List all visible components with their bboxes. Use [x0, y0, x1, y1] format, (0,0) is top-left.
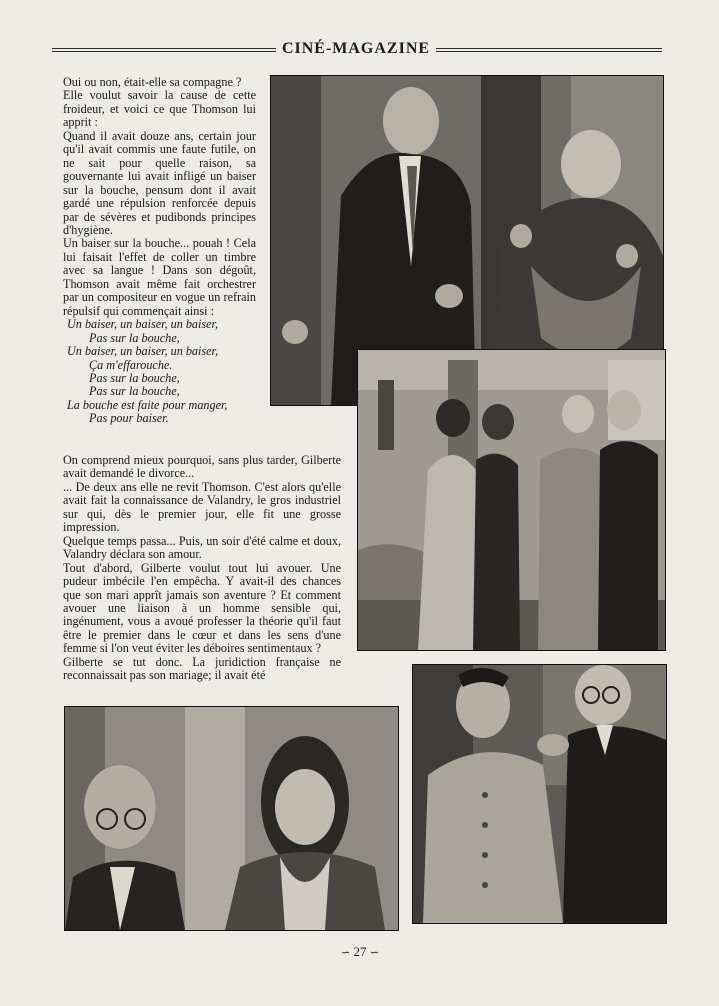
paragraph: Oui ou non, était-elle sa compagne ? — [63, 75, 242, 89]
paragraph: Un baiser sur la bouche... pouah ! Cela lui faisait l'effet de coller un timbre avec sa langue ! Dans son dégoût, Thomson avait même fait orchestrer par un compositeur en vogue un refrain répulsif qui commençait ainsi : — [63, 236, 256, 318]
paragraph: On comprend mieux pourquoi, sans plus tarder, Gilberte avait demandé le divorce... — [63, 453, 341, 481]
lyric-line: Pas pour baiser. — [89, 411, 169, 426]
ornament-right-icon: ∽ — [369, 947, 379, 959]
article-column-bottom — [63, 454, 341, 683]
article-column-top — [63, 76, 256, 426]
paragraph: Gilberte se tut donc. La juridiction française ne reconnaissait pas son mariage; il avait été — [63, 654, 341, 683]
page-header — [52, 40, 662, 62]
paragraph: ... De deux ans elle ne revit Thomson. C'est alors qu'elle avait fait la connaissance de Valandry, le gros industriel sur qui, dès le premier jour, elle fit une grosse impression. — [63, 479, 341, 535]
lyric-line: Pas sur la bouche, — [89, 384, 180, 399]
lyric-line: Un baiser, un baiser, un baiser, — [67, 317, 218, 332]
magazine-title: CINÉ-MAGAZINE — [281, 40, 431, 57]
ornament-left-icon: ∽ — [341, 947, 351, 959]
page-footer — [320, 944, 400, 960]
header-rule-right — [436, 48, 662, 52]
lyric-line: La bouche est faite pour manger, — [67, 397, 228, 412]
paragraph: Quand il avait douze ans, certain jour qu'il avait commis une faute futile, on ne sait pour quelle raison, sa gouvernante lui avait infligé un baiser sur la bouche, pensum dont il avait gardé une répulsion renforcée depuis par de sévères et pudibonds principes d'hygiène. — [63, 128, 256, 237]
paragraph: Elle voulut savoir la cause de cette froideur, et voici ce que Thomson lui apprit : — [63, 88, 256, 130]
film-still-photo — [357, 349, 666, 651]
lyric-line: Pas sur la bouche, — [89, 370, 180, 385]
page-number: 27 — [353, 944, 367, 959]
paragraph: Tout d'abord, Gilberte voulut tout lui avouer. Une pudeur imbécile l'en empêcha. Y avait-il des chances que son mari apprît jamais son aventure ? Et comment avouer une liaison à un homme sensible qui, ingénument, vous a avoué professer la théorie qu'il faut être le premier dans le cœur et dans les sens d'une femme si l'on veut éviter les déboires sentimentaux ? — [63, 560, 341, 656]
film-still-photo — [412, 664, 667, 924]
header-rule-left — [52, 48, 276, 52]
song-lyrics — [63, 318, 256, 426]
lyric-line: Un baiser, un baiser, un baiser, — [67, 344, 218, 359]
lyric-line: Pas sur la bouche, — [89, 330, 180, 345]
lyric-line: Ça m'effarouche. — [89, 357, 173, 372]
paragraph: Quelque temps passa... Puis, un soir d'été calme et doux, Valandry déclara son amour. — [63, 533, 341, 562]
film-still-photo — [64, 706, 399, 931]
